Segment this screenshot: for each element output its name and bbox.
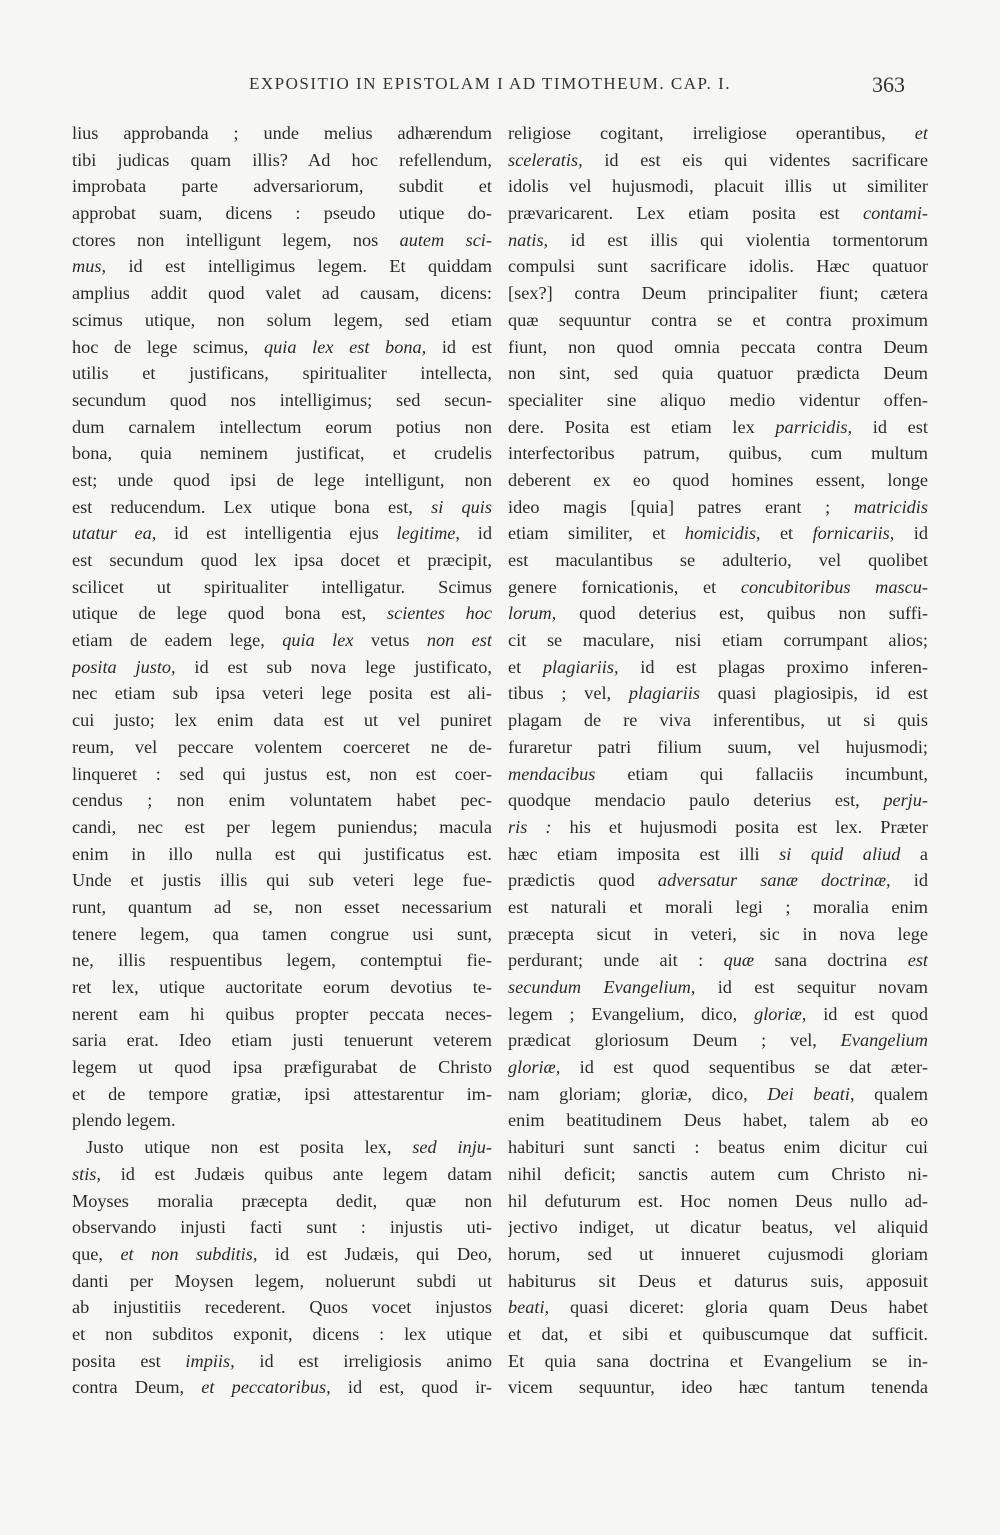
text-line: mendacibus etiam qui fallaciis incumbunt,	[508, 763, 928, 784]
page-number: 363	[872, 72, 905, 97]
text-line: et non subditos exponit, dicens : lex utique	[72, 1323, 492, 1344]
text-line: plendo legem.	[72, 1110, 176, 1131]
text-line: prædictis quod adversatur sanæ doctrinæ, id	[508, 870, 928, 891]
text-line: lorum, quod deterius est, quibus non suffi-	[508, 603, 928, 624]
text-line: scimus utique, non solum legem, sed etiam	[72, 309, 492, 330]
text-line: observando injusti facti sunt : injustis uti-	[72, 1217, 492, 1238]
text-line: ris : his et hujusmodi posita est lex. Præter	[508, 816, 928, 837]
text-line: est secundum quod lex ipsa docet et præcipit,	[72, 550, 492, 570]
text-line: Moyses moralia præcepta dedit, quæ non	[72, 1190, 492, 1211]
text-line: legem ut quod ipsa præfigurabat de Christo	[72, 1057, 492, 1078]
text-line: est maculantibus se adulterio, vel quolibet	[508, 550, 928, 570]
text-line: jectivo indiget, ut dicatur beatus, vel aliquid	[508, 1217, 928, 1238]
text-line: tibus ; vel, plagiariis quasi plagiosipis, id est	[508, 683, 928, 704]
text-line: stis, id est Judæis quibus ante legem datam	[72, 1163, 492, 1184]
text-line: gloriæ, id est quod sequentibus se dat æter-	[508, 1057, 928, 1078]
text-line: ret lex, utique auctoritate eorum devotius te-	[72, 977, 492, 997]
text-line: utatur ea, id est intelligentia ejus legitime, id	[72, 523, 492, 544]
text-line: [sex?] contra Deum principaliter fiunt; cætera	[508, 283, 928, 304]
text-line: religiose cogitant, irreligiose operantibus, et	[508, 123, 928, 143]
text-line: candi, nec est per legem puniendus; macula	[72, 816, 492, 837]
text-line: mus, id est intelligimus legem. Et quiddam	[72, 256, 492, 277]
text-line: reum, vel peccare volentem coerceret ne de-	[72, 736, 492, 757]
text-line: scilicet ut spiritualiter intelligatur. Scimus	[72, 576, 492, 597]
text-column-left	[72, 120, 492, 1401]
text-column-right	[508, 120, 928, 1401]
text-line: et dat, et sibi et quibuscumque dat sufficit.	[508, 1323, 928, 1344]
text-line: compulsi sunt sacrificare idolis. Hæc quatuor	[508, 256, 928, 277]
text-line: beati, quasi diceret: gloria quam Deus habet	[508, 1297, 928, 1318]
text-line: est naturali et morali legi ; moralia enim	[508, 896, 928, 917]
text-line: nam gloriam; gloriæ, dico, Dei beati, qualem	[508, 1083, 928, 1104]
text-line: secundum Evangelium, id est sequitur novam	[508, 977, 928, 997]
text-line: amplius addit quod valet ad causam, dicens:	[72, 283, 492, 304]
text-line: runt, quantum ad se, non esset necessarium	[72, 896, 492, 917]
text-line: est reducendum. Lex utique bona est, si quis	[72, 496, 492, 517]
text-line: nerent eam hi quibus propter peccata neces-	[72, 1003, 492, 1024]
text-line: enim in illo nulla est qui justificatus est.	[72, 843, 492, 864]
text-line: deberent ex eo quod homines essent, longe	[508, 469, 928, 490]
text-line: furaretur patri filium suum, vel hujusmodi;	[508, 736, 928, 757]
text-line: secundum quod nos intelligimus; sed secun-	[72, 389, 492, 410]
text-line: que, et non subditis, id est Judæis, qui Deo,	[72, 1243, 492, 1264]
text-line: cit se maculare, nisi etiam corrumpant alios;	[508, 630, 928, 651]
text-line: et de tempore gratiæ, ipsi attestarentur im-	[72, 1083, 492, 1104]
text-line: horum, sed ut innueret cujusmodi gloriam	[508, 1243, 928, 1264]
text-line: fiunt, non quod omnia peccata contra Deum	[508, 336, 928, 357]
text-line: non sint, sed quia quatuor prædicta Deum	[508, 363, 928, 384]
text-line: dum carnalem intellectum eorum potius non	[72, 416, 492, 437]
text-line: hil defuturum est. Hoc nomen Deus nullo ad-	[508, 1190, 928, 1211]
text-line: saria erat. Ideo etiam justi tenuerunt veterem	[72, 1030, 492, 1051]
text-line: et plagiariis, id est plagas proximo inferen-	[508, 656, 928, 677]
text-line: cui justo; lex enim data est ut vel puniret	[72, 710, 492, 731]
text-line: tenere legem, qua tamen congrue usi sunt,	[72, 923, 492, 944]
running-head: EXPOSITIO IN EPISTOLAM I AD TIMOTHEUM. CAP. I.	[248, 74, 732, 93]
text-line: ideo magis [quia] patres erant ; matricidis	[508, 496, 928, 517]
text-line: danti per Moysen legem, noluerunt subdi ut	[72, 1270, 492, 1291]
text-line: genere fornicationis, et concubitoribus mascu-	[508, 576, 928, 597]
text-line: lius approbanda ; unde melius adhærendum	[72, 123, 492, 143]
text-line: ab injustitiis recederent. Quos vocet injustos	[72, 1297, 492, 1318]
text-line: interfectoribus patrum, quibus, cum multum	[508, 443, 928, 464]
text-line: vicem sequuntur, ideo hæc tantum tenenda	[508, 1377, 928, 1398]
text-line: ne, illis respuentibus legem, contemptui fie-	[72, 950, 492, 971]
text-line: dere. Posita est etiam lex parricidis, id est	[508, 416, 928, 437]
text-line: improbata parte adversariorum, subdit et	[72, 176, 492, 197]
text-line: posita est impiis, id est irreligiosis animo	[72, 1350, 492, 1371]
text-line: utique de lege quod bona est, scientes hoc	[72, 603, 492, 624]
text-line: quodque mendacio paulo deterius est, perju-	[508, 790, 928, 811]
text-line: cendus ; non enim voluntatem habet pec-	[72, 790, 492, 811]
text-line: etiam de eadem lege, quia lex vetus non est	[72, 630, 492, 651]
text-line: posita justo, id est sub nova lege justificato,	[72, 656, 492, 677]
text-line: præcepta sicut in veteri, sic in nova lege	[508, 923, 928, 944]
text-line: plagam de re viva inferentibus, ut si quis	[508, 710, 928, 731]
text-line: nec etiam sub ipsa veteri lege posita est ali-	[72, 683, 492, 704]
text-line: sceleratis, id est eis qui videntes sacrificare	[508, 149, 928, 170]
text-line: contra Deum, et peccatoribus, id est, quod ir-	[72, 1377, 492, 1398]
text-line: nihil deficit; sanctis autem cum Christo ni-	[508, 1163, 928, 1184]
text-line: est; unde quod ipsi de lege intelligunt, non	[72, 469, 492, 490]
text-line: prædicat gloriosum Deum ; vel, Evangelium	[508, 1030, 928, 1051]
text-line: idolis vel hujusmodi, placuit illis ut similiter	[508, 176, 928, 197]
text-line: linqueret : sed qui justus est, non est coer-	[72, 763, 492, 784]
text-line: bona, quia neminem justificat, et crudelis	[72, 443, 492, 464]
text-line: prævaricarent. Lex etiam posita est contami-	[508, 203, 928, 224]
text-line: etiam similiter, et homicidis, et fornicariis, id	[508, 523, 928, 544]
text-line: utilis et justificans, spiritualiter intellecta,	[72, 363, 492, 384]
text-line: perdurant; unde ait : quæ sana doctrina est	[508, 950, 928, 971]
text-line: hæc etiam imposita est illi si quid aliud a	[508, 843, 928, 864]
text-line: enim beatitudinem Deus habet, talem ab eo	[508, 1110, 928, 1131]
text-line: tibi judicas quam illis? Ad hoc refellendum,	[72, 149, 492, 170]
text-line: Justo utique non est posita lex, sed inju-	[86, 1137, 492, 1158]
text-line: habituri sunt sancti : beatus enim dicitur cui	[508, 1137, 928, 1158]
text-line: hoc de lege scimus, quia lex est bona, id est	[72, 336, 492, 357]
text-line: Et quia sana doctrina et Evangelium se in-	[508, 1350, 928, 1371]
text-line: approbat suam, dicens : pseudo utique do-	[72, 203, 492, 224]
text-line: ctores non intelligunt legem, nos autem sci-	[72, 229, 492, 250]
text-line: habiturus sit Deus et daturus suis, apposuit	[508, 1270, 928, 1291]
text-line: legem ; Evangelium, dico, gloriæ, id est quod	[508, 1003, 928, 1024]
text-line: Unde et justis illis qui sub veteri lege fue-	[72, 870, 492, 891]
text-line: quæ sequuntur contra se et contra proximum	[508, 309, 928, 330]
text-line: specialiter sine aliquo medio videntur offen-	[508, 389, 928, 410]
text-line: natis, id est illis qui violentia tormentorum	[508, 229, 928, 250]
